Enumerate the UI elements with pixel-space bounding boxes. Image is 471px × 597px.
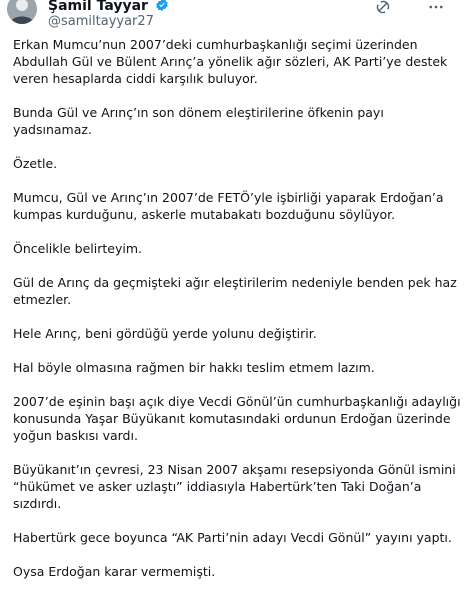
author-handle[interactable]: @samiltayyar27 <box>48 14 154 29</box>
author-name[interactable]: Şamil Tayyar <box>48 0 148 14</box>
tweet-paragraph: Bunda Gül ve Arınç’ın son dönem eleştirilerine öfkenin payı yadsınamaz. <box>13 105 384 137</box>
tweet-paragraph: Mumcu, Gül ve Arınç’ın 2007’de FETÖ’yle işbirliği yaparak Erdoğan’a kumpas kurduğunu, askerle mutabakatı bozduğunu söylüyor. <box>13 190 444 222</box>
tweet-paragraph: Büyükanıt’ın çevresi, 23 Nisan 2007 akşamı resepsiyonda Gönül ismini “hükümet ve asker uzlaştı” iddiasıyla Habertürk’ten Taki Doğan’a sızdırdı. <box>13 462 456 511</box>
avatar[interactable] <box>7 0 37 24</box>
tweet-paragraph: Erkan Mumcu’nun 2007’deki cumhurbaşkanlığı seçimi üzerinden Abdullah Gül ve Bülent Arınç’a yönelik ağır sözleri, AK Parti’ye destek veren hesaplarda ciddi karşılık buluyor. <box>13 37 448 86</box>
tweet-paragraph: Hal böyle olmasına rağmen bir hakkı teslim etmem lazım. <box>13 360 375 375</box>
tweet-paragraph: Özetle. <box>13 156 58 171</box>
tweet-paragraph: Habertürk gece boyunca “AK Parti’nin adayı Vecdi Gönül” yayını yaptı. <box>13 530 452 545</box>
tweet-paragraph: Oysa Erdoğan karar vermemişti. <box>13 564 216 579</box>
tweet-paragraph: Hele Arınç, beni gördüğü yerde yolunu değiştirir. <box>13 326 317 341</box>
tweet-paragraph: 2007’de eşinin başı açık diye Vecdi Gönül’ün cumhurbaşkanlığı adaylığı konusunda Yaşar Büyükanıt komutasındaki ordunun Erdoğan üzerinde yoğun baskısı vardı. <box>13 394 461 443</box>
tweet-paragraph: Öncelikle belirteyim. <box>13 241 142 256</box>
tweet-text <box>13 36 463 597</box>
verified-badge-icon <box>155 0 169 12</box>
tweet-header <box>0 0 471 30</box>
avatar-image <box>7 0 37 24</box>
tweet-paragraph: Gül de Arınç da geçmişteki ağır eleştirilerim nedeniyle benden pek haz etmezler. <box>13 275 457 307</box>
more-icon[interactable] <box>426 0 446 16</box>
author-name-row[interactable] <box>48 0 169 14</box>
grok-icon[interactable] <box>374 0 392 16</box>
